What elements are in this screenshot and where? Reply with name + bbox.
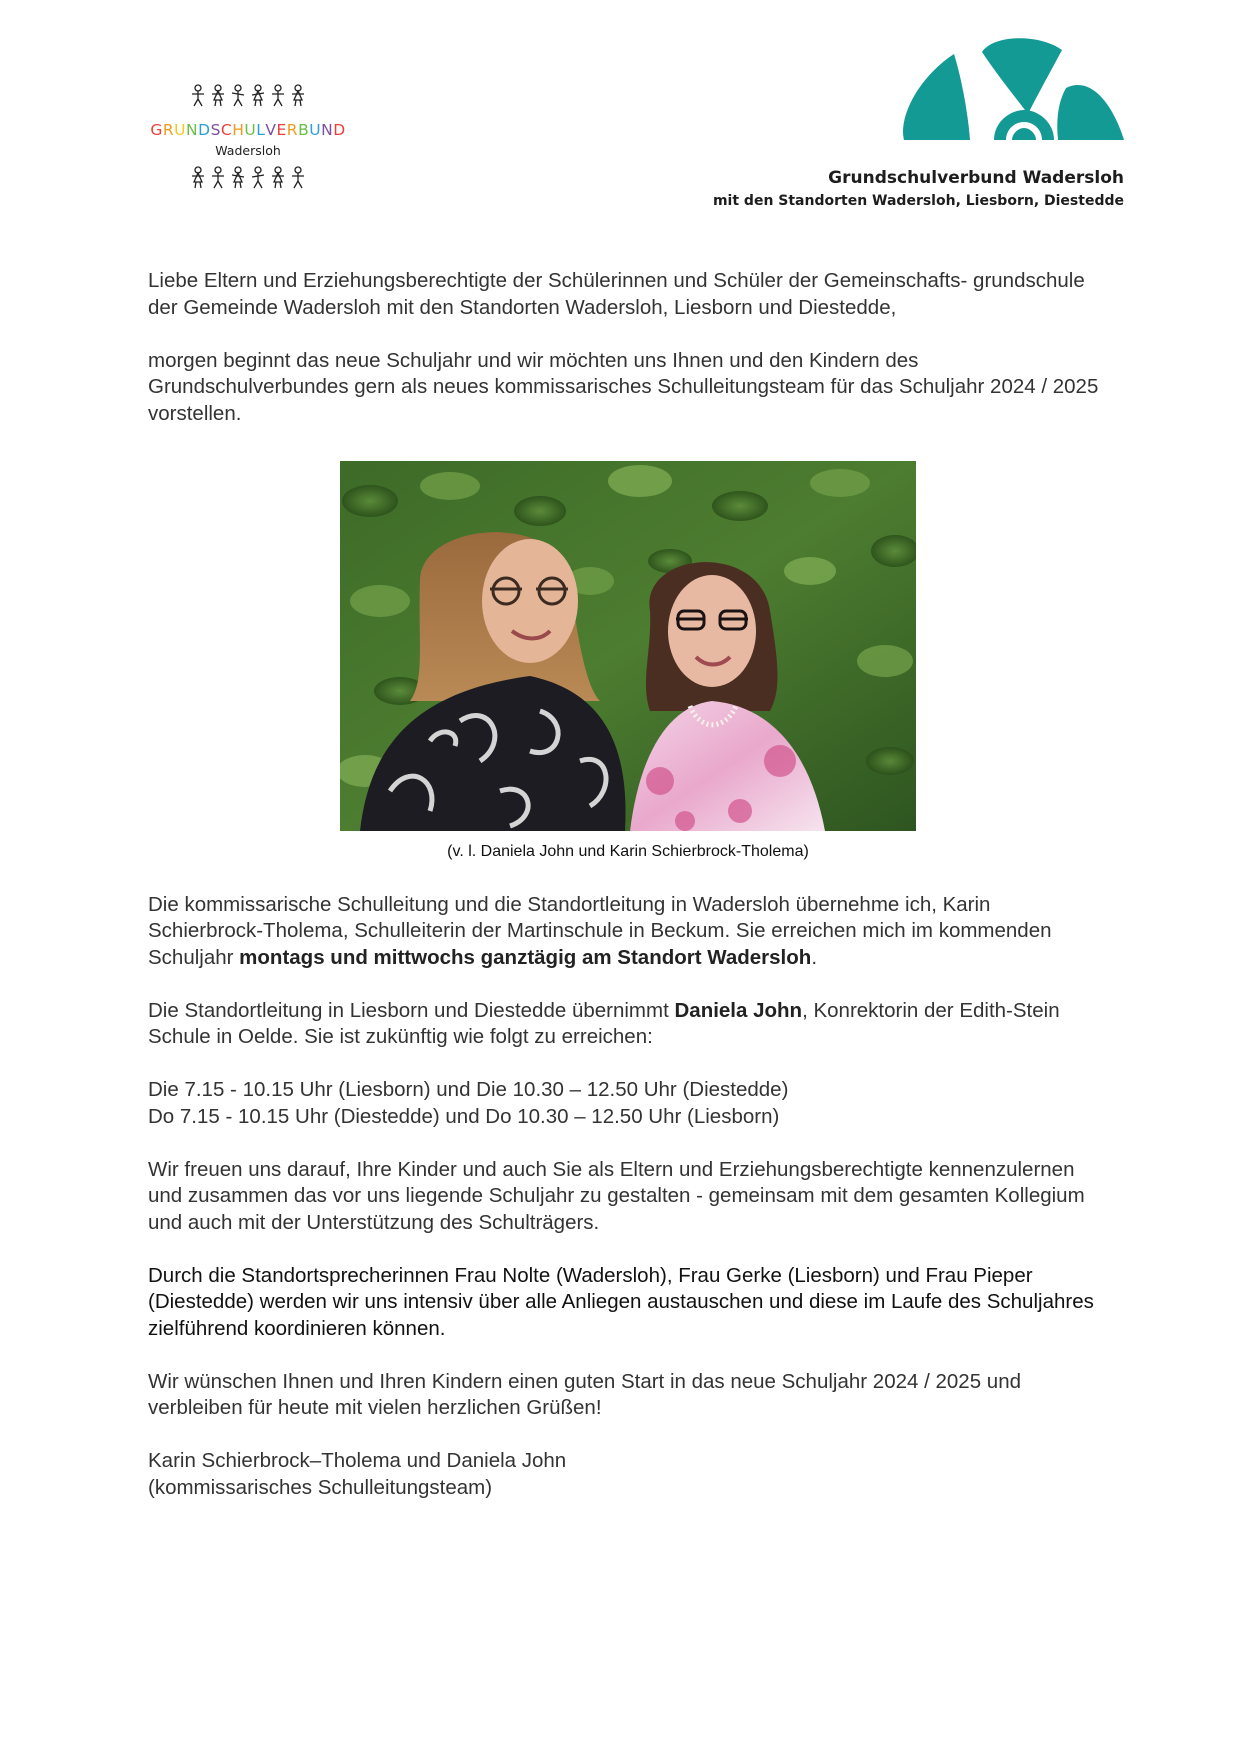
photo-caption: (v. l. Daniela John und Karin Schierbrock-Tholema): [447, 843, 809, 860]
signature-role: (kommissarisches Schulleitungsteam): [148, 1475, 493, 1499]
letter-body: [148, 268, 1108, 1528]
schedule-line: Do 7.15 - 10.15 Uhr (Diestedde) und Do 10.30 – 12.50 Uhr (Liesborn): [148, 1104, 780, 1128]
brand-letter: L: [256, 121, 266, 139]
paragraph-end: , Konrektorin der Edith-Stein Schule in Oelde. Sie ist zukünftig wie folgt zu erreichen:: [148, 998, 1060, 1048]
brand-letter: C: [220, 121, 233, 139]
brand-letter: R: [162, 121, 175, 139]
brand-letter: G: [150, 121, 163, 139]
paragraph-end: .: [811, 945, 818, 969]
team-photo-block: [148, 461, 1108, 866]
paragraph-school-leadership: [148, 892, 1108, 972]
brand-letter: V: [265, 121, 277, 139]
name-highlight: Daniela John: [674, 998, 803, 1022]
school-locations: mit den Standorten Wadersloh, Liesborn, Diestedde: [712, 193, 1124, 209]
brand-letter: H: [232, 121, 245, 139]
brand-letter: R: [286, 121, 299, 139]
paragraph-welcome: Wir freuen uns darauf, Ihre Kinder und auch Sie als Eltern und Erziehungsberechtigte kennenzulernen und zusammen das vor uns liegende Schuljahr zu gestalten - gemeinsam mit dem gesamten Kollegium und auch mit der Unterstützung des Schulträgers.: [148, 1157, 1085, 1234]
brand-letter: N: [186, 121, 199, 139]
brand-letter: B: [298, 121, 310, 139]
schedule: [148, 1077, 1108, 1130]
brand-letter: U: [309, 121, 322, 139]
paragraph-text: Die kommissarische Schulleitung und die Standortleitung in Wadersloh übernehme ich, Karin Schierbrock-Tholema, Schulleiterin der Martinschule in Beckum. Sie erreichen mich im kommenden Schuljahr: [148, 892, 1052, 969]
signature: [148, 1448, 1108, 1501]
availability-highlight: montags und mittwochs ganztägig am Standort Wadersloh: [239, 945, 812, 969]
brand-letter: U: [244, 121, 257, 139]
paragraph-coordination: Durch die Standortsprecherinnen Frau Nolte (Wadersloh), Frau Gerke (Liesborn) und Frau Pieper (Diestedde) werden wir uns intensiv über alle Anliegen austauschen und diese im Laufe des Schuljahres zielführend koordinieren können.: [148, 1263, 1094, 1340]
school-logo-right: [690, 36, 1130, 216]
schedule-line: Die 7.15 - 10.15 Uhr (Liesborn) und Die 10.30 – 12.50 Uhr (Diestedde): [148, 1078, 789, 1101]
team-photo: [340, 461, 916, 831]
paragraph-site-leadership: [148, 998, 1108, 1051]
brand-place: Wadersloh: [215, 143, 281, 158]
brand-wordmark: [148, 121, 348, 139]
signature-names: Karin Schierbrock–Tholema und Daniela John: [148, 1449, 567, 1472]
brand-letter: S: [210, 121, 221, 139]
closing-paragraph: Wir wünschen Ihnen und Ihren Kindern einen guten Start in das neue Schuljahr 2024 / 2025 und verbleiben für heute mit vielen herzlichen Grüßen!: [148, 1369, 1021, 1419]
school-logo-left: [148, 80, 348, 200]
school-name: Grundschulverbund Wadersloh: [828, 168, 1124, 188]
brand-letter: D: [333, 121, 346, 139]
stick-figure-children-icon: [188, 84, 310, 108]
stick-figure-children-icon: [188, 166, 310, 190]
brand-letter: U: [174, 121, 187, 139]
brand-letter: N: [321, 121, 334, 139]
paragraph-text: Die Standortleitung in Liesborn und Diestedde übernimmt: [148, 998, 675, 1022]
sun-petals-icon: [898, 36, 1126, 164]
brand-letter: E: [276, 121, 287, 139]
intro-paragraph: morgen beginnt das neue Schuljahr und wir möchten uns Ihnen und den Kindern des Grundschulverbundes gern als neues kommissarisches Schulleitungsteam für das Schuljahr 2024 / 2025 vorstellen.: [148, 348, 1099, 425]
salutation: Liebe Eltern und Erziehungsberechtigte der Schülerinnen und Schüler der Gemeinschafts- grundschule der Gemeinde Wadersloh mit den Standorten Wadersloh, Liesborn und Diestedde,: [148, 269, 1085, 319]
brand-letter: D: [198, 121, 211, 139]
